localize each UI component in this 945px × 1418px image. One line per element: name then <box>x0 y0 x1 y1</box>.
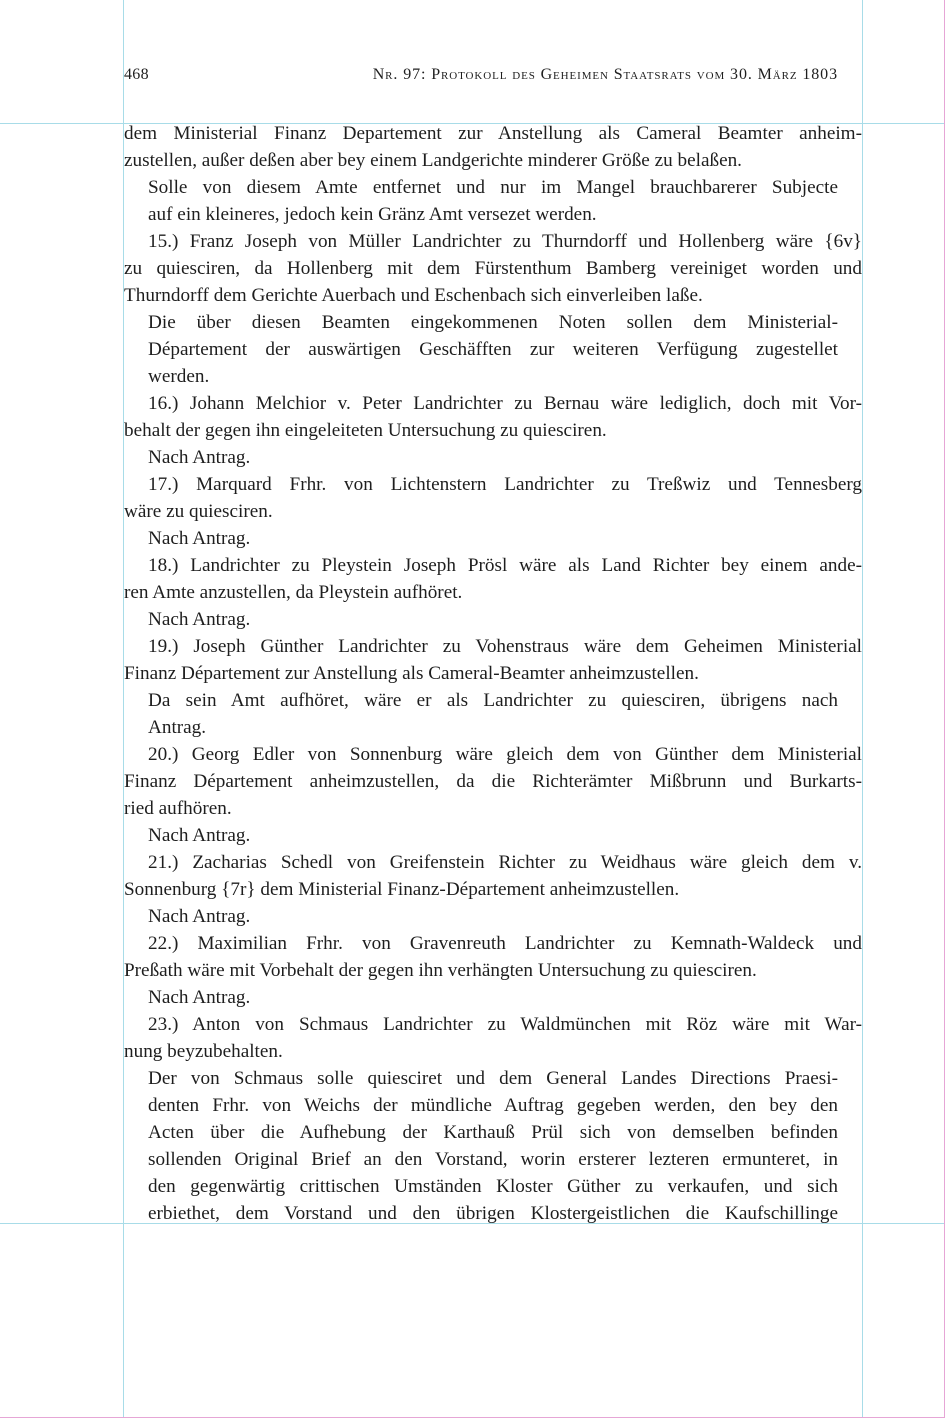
text-line: behalt der gegen ihn eingeleiteten Untersuchung zu quiesciren. <box>124 420 607 441</box>
page-number: 468 <box>124 66 149 83</box>
text-line: zustellen, außer deßen aber bey einem Landgerichte minderer Größe zu belaßen. <box>124 150 742 171</box>
decision-line: Département der auswärtigen Geschäfften zur weiteren Verfügung zugestellet <box>148 339 838 360</box>
decision-line: Die über diesen Beamten eingekommenen Noten sollen dem Ministerial- <box>148 312 838 333</box>
text-line: 15.) Franz Joseph von Müller Landrichter zu Thurndorff und Hollenberg wäre {6v} <box>148 231 862 252</box>
decision-line: Solle von diesem Amte entfernet und nur im Mangel brauchbarerer Subjecte <box>148 177 838 198</box>
decision-line: sollenden Original Brief an den Vorstand, worin ersterer lezteren ermunteret, in <box>148 1149 838 1170</box>
decision-line: auf ein kleineres, jedoch kein Gränz Amt versezet werden. <box>148 204 597 225</box>
decision-line: erbiethet, dem Vorstand und den übrigen Klostergeistlichen die Kaufschillinge <box>148 1203 838 1224</box>
decision-line: Nach Antrag. <box>148 447 251 468</box>
text-line: Preßath wäre mit Vorbehalt der gegen ihn verhängten Untersuchung zu quiesciren. <box>124 960 757 981</box>
text-line: nung beyzubehalten. <box>124 1041 283 1062</box>
decision-line: den gegenwärtig crittischen Umständen Kloster Güther zu verkaufen, und sich <box>148 1176 838 1197</box>
text-line: wäre zu quiesciren. <box>124 501 273 522</box>
text-line: Sonnenburg {7r} dem Ministerial Finanz-Département anheimzustellen. <box>124 879 680 900</box>
text-line: zu quiesciren, da Hollenberg mit dem Fürstenthum Bamberg vereiniget worden und <box>124 258 862 279</box>
text-line: Thurndorff dem Gerichte Auerbach und Eschenbach sich einverleiben laße. <box>124 285 703 306</box>
text-line: Finanz Département zur Anstellung als Cameral-Beamter anheimzustellen. <box>124 663 699 684</box>
right-margin-guide <box>862 0 863 1418</box>
text-line: 17.) Marquard Frhr. von Lichtenstern Landrichter zu Treßwiz und Tennesberg <box>148 474 862 495</box>
decision-line: Da sein Amt aufhöret, wäre er als Landrichter zu quiesciren, übrigens nach <box>148 690 838 711</box>
text-line: dem Ministerial Finanz Departement zur Anstellung als Cameral Beamter anheim- <box>124 123 862 144</box>
decision-line: Acten über die Aufhebung der Karthauß Prül sich von demselben befinden <box>148 1122 838 1143</box>
decision-line: Nach Antrag. <box>148 987 251 1008</box>
decision-line: Nach Antrag. <box>148 528 251 549</box>
decision-line: Der von Schmaus solle quiesciret und dem General Landes Directions Praesi- <box>148 1068 838 1089</box>
body-text <box>124 120 862 1227</box>
running-header <box>124 66 838 90</box>
decision-line: Antrag. <box>148 717 207 738</box>
text-line: 22.) Maximilian Frhr. von Gravenreuth Landrichter zu Kemnath-Waldeck und <box>148 933 862 954</box>
text-line: ren Amte anzustellen, da Pleystein aufhöret. <box>124 582 463 603</box>
text-line: 19.) Joseph Günther Landrichter zu Vohenstraus wäre dem Geheimen Ministerial <box>148 636 862 657</box>
decision-line: denten Frhr. von Weichs der mündliche Auftrag gegeben werden, den bey den <box>148 1095 838 1116</box>
decision-line: Nach Antrag. <box>148 906 251 927</box>
text-line: 16.) Johann Melchior v. Peter Landrichter zu Bernau wäre lediglich, doch mit Vor- <box>148 393 862 414</box>
decision-line: Nach Antrag. <box>148 609 251 630</box>
decision-line: Nach Antrag. <box>148 825 251 846</box>
text-line: 18.) Landrichter zu Pleystein Joseph Prösl wäre als Land Richter bey einem ande- <box>148 555 862 576</box>
text-line: 21.) Zacharias Schedl von Greifenstein Richter zu Weidhaus wäre gleich dem v. <box>148 852 862 873</box>
decision-line: werden. <box>148 366 210 387</box>
running-title: Nr. 97: Protokoll des Geheimen Staatsrats vom 30. März 1803 <box>372 66 838 83</box>
text-line: 20.) Georg Edler von Sonnenburg wäre gleich dem von Günther dem Ministerial <box>148 744 862 765</box>
text-line: ried aufhören. <box>124 798 232 819</box>
text-line: Finanz Département anheimzustellen, da die Richterämter Mißbrunn und Burkarts- <box>124 771 862 792</box>
text-line: 23.) Anton von Schmaus Landrichter zu Waldmünchen mit Röz wäre mit War- <box>148 1014 862 1035</box>
